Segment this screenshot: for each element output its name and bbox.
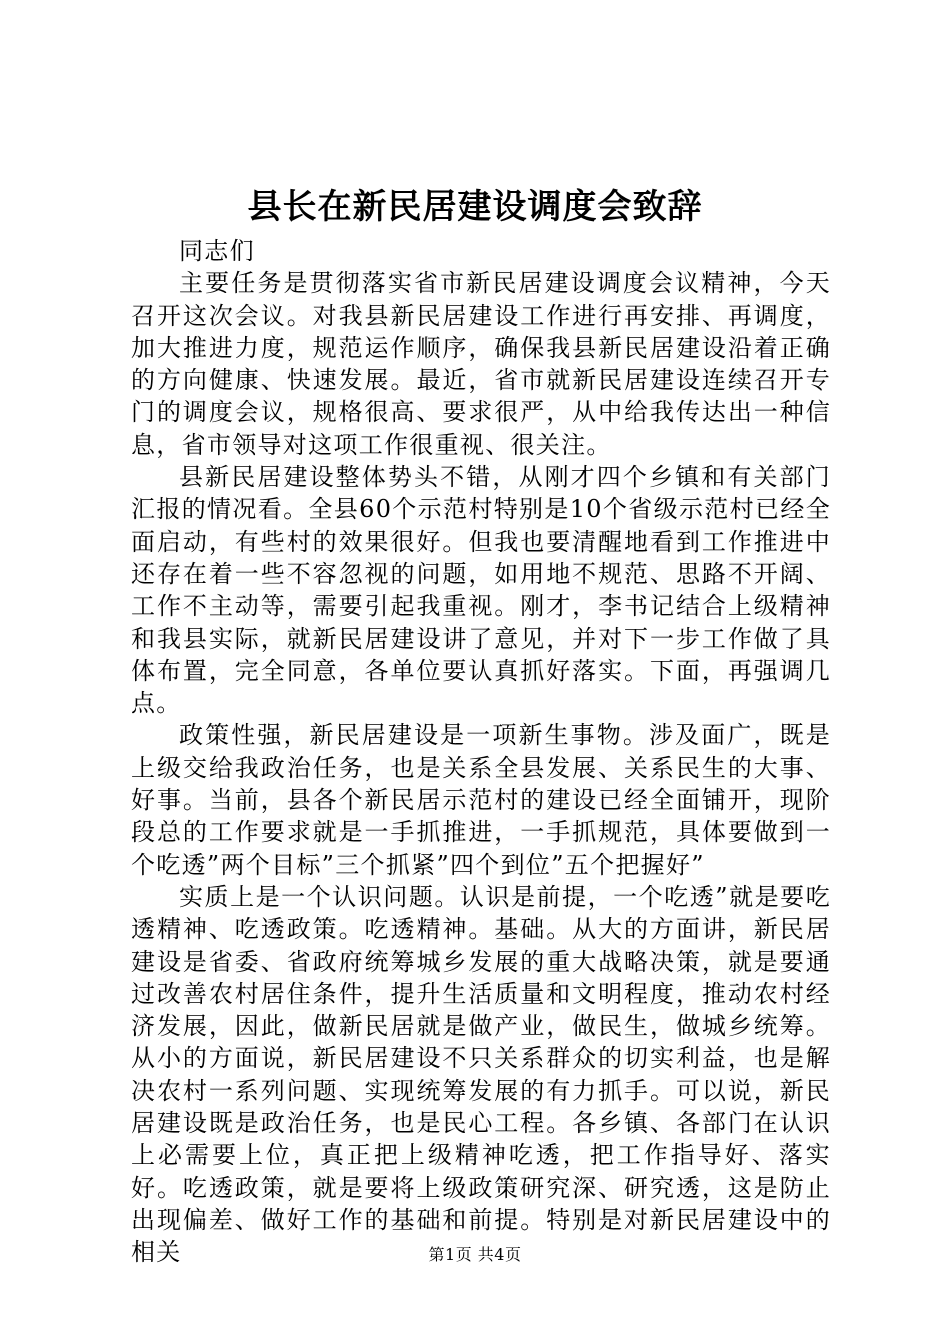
paragraph-salutation: 同志们 <box>179 237 255 265</box>
page-number-footer: 第1页 共4页 <box>428 1245 522 1264</box>
paragraph: 县新民居建设整体势头不错，从刚才四个乡镇和有关部门汇报的情况看。全县60个示范村特别是10个省级示范村已经全面启动，有些村的效果很好。但我也要清醒地看到工作推进中还存在着一些不容忽视的问题，如用地不规范、思路不开阔、工作不主动等，需要引起我重视。刚才，李书记结合上级精神和我县实际，就新民居建设讲了意见，并对下一步工作做了具体布置，完全同意，各单位要认真抓好落实。下面，再强调几点。 <box>131 463 831 718</box>
paragraph: 政策性强，新民居建设是一项新生事物。涉及面广，既是上级交给我政治任务，也是关系全县发展、关系民生的大事、好事。当前，县各个新民居示范村的建设已经全面铺开，现阶段总的工作要求就是一手抓推进，一手抓规范，具体要做到一个吃透”两个目标”三个抓紧”四个到位”五个把握好” <box>131 721 831 879</box>
paragraph: 主要任务是贯彻落实省市新民居建设调度会议精神，今天召开这次会议。对我县新民居建设工作进行再安排、再调度，加大推进力度，规范运作顺序，确保我县新民居建设沿着正确的方向健康、快速发展。最近，省市就新民居建设连续召开专门的调度会议，规格很高、要求很严，从中给我传达出一种信息，省市领导对这项工作很重视、很关注。 <box>131 269 831 459</box>
document-title: 县长在新民居建设调度会致辞 <box>247 187 703 227</box>
paragraph: 实质上是一个认识问题。认识是前提，一个吃透”就是要吃透精神、吃透政策。吃透精神。基础。从大的方面讲，新民居建设是省委、省政府统筹城乡发展的重大战略决策，就是要通过改善农村居住条件，提升生活质量和文明程度，推动农村经济发展，因此，做新民居就是做产业，做民生，做城乡统筹。从小的方面说，新民居建设不只关系群众的切实利益，也是解决农村一系列问题、实现统筹发展的有力抓手。可以说，新民居建设既是政治任务，也是民心工程。各乡镇、各部门在认识上必需要上位，真正把上级精神吃透，把工作指导好、落实好。吃透政策，就是要将上级政策研究深、研究透，这是防止出现偏差、做好工作的基础和前提。特别是对新民居建设中的相关 <box>131 882 831 1267</box>
